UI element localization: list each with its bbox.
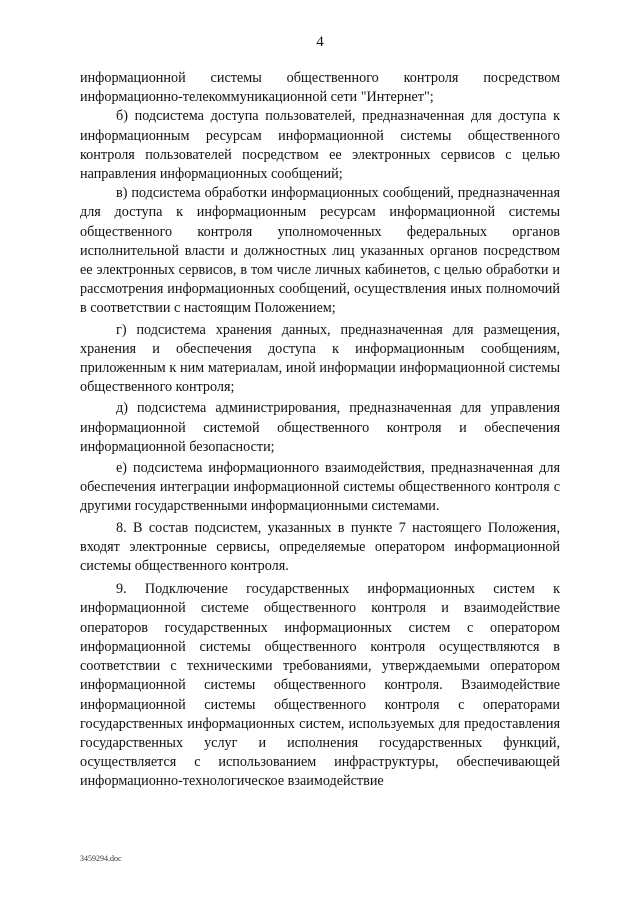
paragraph-item-v: в) подсистема обработки информационных сообщений, предназначенная для доступа к информационным ресурсам информационной системы общественного контроля уполномоченных федеральных органов исполнительной власти и должностных лиц указанных органов посредством ее электронных сервисов, в том числе личных кабинетов, с целью обработки и рассмотрения информационных сообщений, осуществления иных полномочий в соответствии с настоящим Положением; <box>80 185 560 317</box>
paragraph-item-d: д) подсистема администрирования, предназначенная для управления информационной системой общественного контроля и обеспечения информационной безопасности; <box>80 400 560 455</box>
paragraph-continuation: информационной системы общественного контроля посредством информационно-телекоммуникационной сети "Интернет"; <box>80 70 560 106</box>
paragraph-item-g: г) подсистема хранения данных, предназначенная для размещения, хранения и обеспечения доступа к информационным сообщениям, приложенным к ним материалам, иной информации информационной системы общественного контроля; <box>80 321 560 396</box>
paragraph-item-e: е) подсистема информационного взаимодействия, предназначенная для обеспечения интеграции информационной системы общественного контроля с другими государственными информационными системами. <box>80 460 560 515</box>
document-body <box>80 69 560 792</box>
paragraph-clause-8: 8. В состав подсистем, указанных в пункте 7 настоящего Положения, входят электронные сервисы, определяемые оператором информационной системы общественного контроля. <box>80 519 560 575</box>
footer-document-code: 3459294.doc <box>80 854 122 863</box>
page-number: 4 <box>316 34 324 50</box>
paragraph-item-b: б) подсистема доступа пользователей, предназначенная для доступа к информационным ресурсам информационной системы общественного контроля пользователей посредством ее электронных сервисов с целью направления информационных сообщений; <box>80 108 560 183</box>
paragraph-clause-9: 9. Подключение государственных информационных систем к информационной системе общественного контроля и взаимодействие операторов государственных информационных систем с оператором информационной системы общественного контроля осуществляются в соответствии с техническими требованиями, утверждаемыми оператором информационной системы общественного контроля. Взаимодействие информационной системы общественного контроля с операторами государственных информационных систем, используемых для предоставления государственных услуг и исполнения государственных функций, осуществляется с использованием инфраструктуры, обеспечивающей информационно-технологическое взаимодействие <box>80 581 560 790</box>
